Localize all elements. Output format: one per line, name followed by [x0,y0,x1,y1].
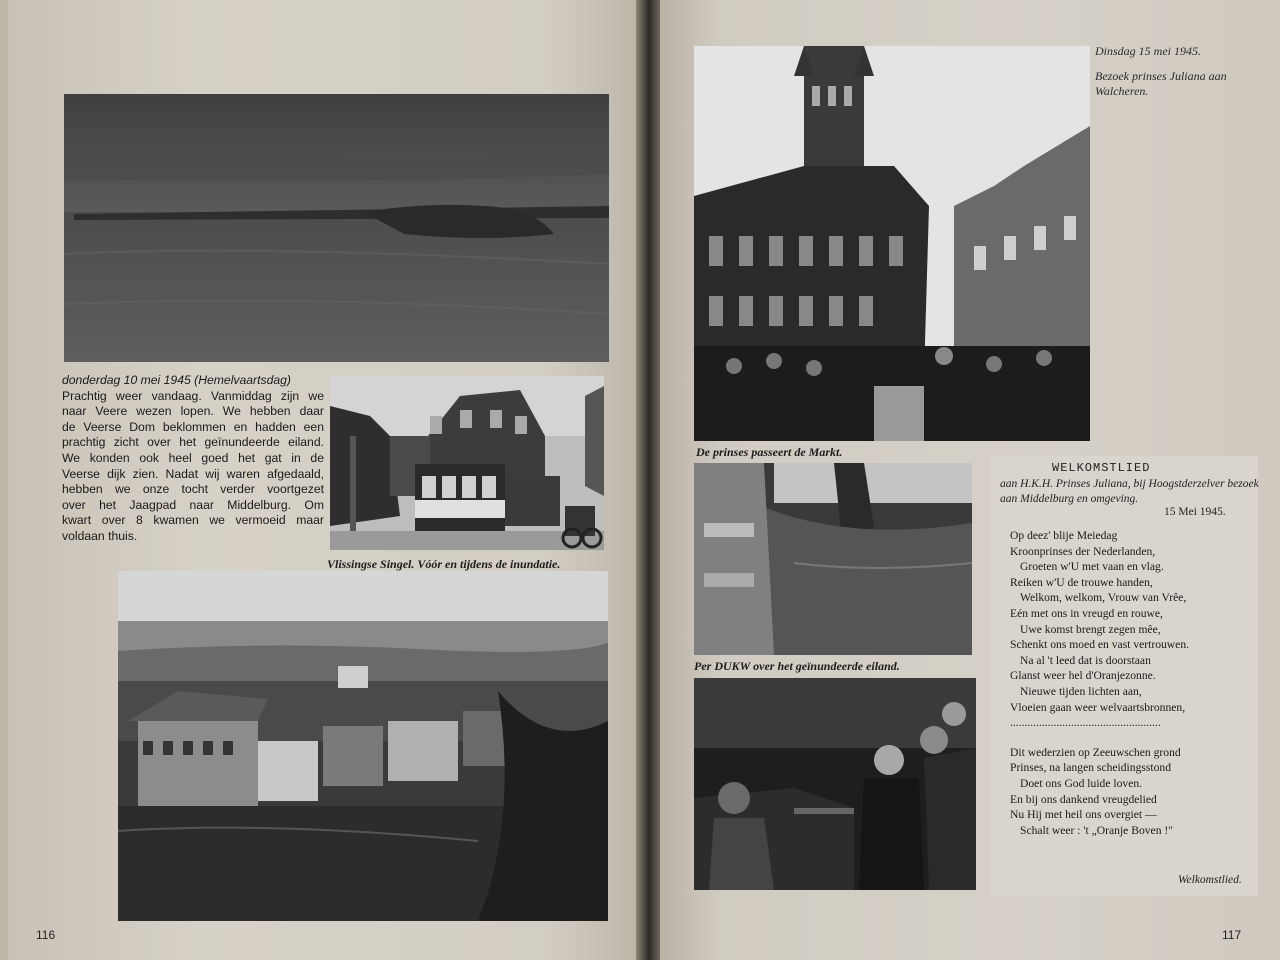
diary-line: voldaan thuis. [62,528,138,543]
poem-subtitle: aan H.K.H. Prinses Juliana, bij Hoogstderzelver bezoek aan Middelburg en omgeving. [1000,478,1259,505]
poem-line: Reiken w'U de trouwe handen, [1010,575,1153,589]
top-note-text: Bezoek prinses Juliana aan Walcheren. [1095,69,1227,98]
page-number-right: 117 [1222,928,1242,942]
poem-line: Uwe komst brengt zegen mêe, [1020,622,1161,636]
poem-line: Schenkt ons moed en vast vertrouwen. [1010,638,1190,652]
diary-line: hebben we onze tocht verder voortgezet [62,482,324,497]
photo-market-townhall [694,46,1090,441]
poem-body [1010,528,1250,838]
diary-line: over het Jaagpad naar Middelburg. Om [62,497,324,512]
diary-line: We konden ook heel goed het gat in de [62,450,324,465]
diary-line: kwart over 8 kwamen we vermoeid maar [62,513,324,528]
photo-dukw-flood [694,463,972,655]
top-note-date: Dinsdag 15 mei 1945. [1095,44,1201,58]
poem-line: Eén met ons in vreugd en rouwe, [1010,606,1163,620]
poem-line: En bij ons dankend vreugdelied [1010,792,1157,806]
diary-line: prachtig zicht over het geïnundeerde eiland. [62,435,324,450]
poem-signature: Welkomstlied. [1178,874,1242,886]
poem-line: Nieuwe tijden lichten aan, [1020,684,1142,698]
poem-line: Na al 't leed dat is doorstaan [1020,653,1151,667]
poem-line: Schalt weer : 't „Oranje Boven !" [1020,823,1173,837]
diary-line: Prachtig weer vandaag. Vanmiddag zijn we [62,388,324,403]
photo-flooded-town [118,571,608,921]
poem-line: Op deez' blije Meiedag [1010,529,1118,542]
photo-flooded-landscape [64,94,609,362]
poem-line: Prinses, na langen scheidingsstond [1010,761,1172,775]
diary-line: Veerse dijk zien. Nadat wij waren afgedaald, [62,466,324,481]
poem-line: Nu Hij met heil ons overgiet — [1010,808,1157,822]
diary-line: de Veerse Dom beklommen en hadden een [62,419,324,434]
top-note [1095,44,1265,99]
caption-dukw: Per DUKW over het geïnundeerde eiland. [694,659,900,673]
poem-line: Dit wederzien op Zeeuwschen grond [1010,745,1181,759]
diary-entry [62,373,324,545]
photo-princess-boat [694,678,976,890]
poem-title: WELKOMSTLIED [1052,461,1151,475]
page-number-left: 116 [36,928,56,942]
caption-tram: Vlissingse Singel. Vóór en tijdens de inundatie. [327,557,561,571]
diary-heading: donderdag 10 mei 1945 (Hemelvaartsdag) [62,373,291,387]
poem-date: 15 Mei 1945. [1164,506,1226,518]
book-gutter [636,0,662,960]
poem-line: Doet ons God luide loven. [1020,776,1143,790]
poem-line: .................................................... [1010,716,1161,730]
poem-line: Groeten w'U met vaan en vlag. [1020,560,1164,574]
poem-line: Vloeien gaan weer welvaartsbronnen, [1010,700,1186,714]
poem-line: Welkom, welkom, Vrouw van Vrêe, [1020,591,1187,605]
caption-market: De prinses passeert de Markt. [696,445,843,459]
photo-tram-singel [330,376,604,550]
diary-line: naar Veere wezen lopen. We hebben daar [62,404,324,419]
poem-line: Kroonprinses der Nederlanden, [1010,544,1156,558]
poem-line: Glanst weer hel d'Oranjezonne. [1010,669,1156,683]
